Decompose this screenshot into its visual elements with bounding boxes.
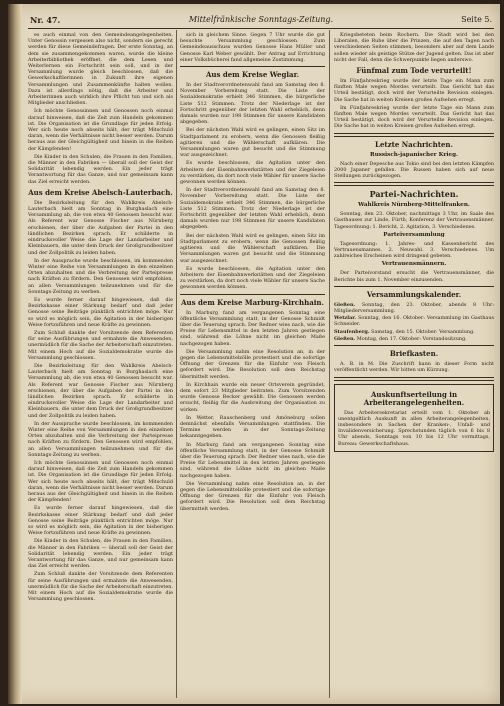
column-3 (334, 32, 494, 696)
article-paragraph: Bei der nächsten Wahl wird es gelingen, einen Sitz im Stadtparlament zu erobern, wenn die Genossen fleißig agitieren und die Wählerschaft aufklären. Die Versammlungen waren gut besucht und die Stimmung war ausgezeichnet. (180, 232, 325, 264)
issue-number: Nr. 47. (30, 15, 61, 25)
article-paragraph: In der Aussprache wurde beschlossen, im kommenden Winter eine Reihe von Versammlungen in den einzelnen Orten abzuhalten und die Verbreitung der Parteipresse nach Kräften zu fördern. Den Genossen wird empfohlen, an allen Versammlungen teilzunehmen und für die Sonntags-Zeitung zu werben. (28, 257, 173, 295)
article-paragraph: Sonntag, den 23. Oktober, nachmittags 3 Uhr, im Saale des Gasthauses zur Linde, Fürth, Konferenz der Vertrauensmänner. Tagesordnung: 1. Bericht, 2. Agitation, 3. Verschiedenes. (334, 211, 494, 230)
section-heading: Fünfmal zum Tode verurteilt! (356, 66, 472, 76)
article-paragraph: Ich möchte Genossinnen und Genossen noch einmal darauf hinweisen, daß die Zeit zum Handeln gekommen ist. Die Organisation ist die Grundlage für jeden Erfolg. Wer sich heute noch abseits hält, der trägt Mitschuld daran, wenn die Verhältnisse nicht besser werden. Darum heraus aus der Gleichgültigkeit und hinein in die Reihen der Kämpfenden! (28, 460, 173, 504)
subheading: Vertrauensmännern. (381, 261, 447, 268)
article-paragraph: Kriegsbeteten beim Rochern. Die Stadt wird bei den Liberalen, die Ruhe über die Prinzen, die auf den Tagen nach verschiedenen Seiten stimmen, besonders aber auf dem Lande sollen wieder als geistige Stütze der Jugend gelten. Das ist aber nicht der Fall, denn die Schwerpunkte liegen anderswo. (334, 32, 494, 63)
article-paragraph: Die Bezirksleitung für den Wahlkreis Abelsch-Lauterbach hielt am Sonntag in Burghaslach eine Versammlung ab, die von etwa 40 Genossen besucht war. Als Referent war Genosse Fischer aus Nürnberg erschienen, der über die Aufgaben der Partei in den ländlichen Bezirken sprach. Er schilderte in eindrucksvoller Weise die Lage der Landarbeiter und Kleinbauern, die unter dem Druck der Großgrundbesitzer und der Zollpolitik zu leiden haben. (28, 362, 173, 419)
calendar-text: Sonntag, den 23. Oktober, abends 8 Uhr: Mitgliederversammlung. (334, 301, 494, 315)
section-heading: Letzte Nachrichten. (375, 139, 453, 149)
notice-text: Das Arbeitersekretariat erteilt vom 1. Oktober ab unentgeltlich Auskunft in allen Arbeiterangelegenheiten, insbesondere in Sachen der Kranken-, Unfall- und Invalidenversicherung. Sprechstunden täglich von 6 bis 8 Uhr abends, Sonntags von 10 bis 12 Uhr vormittags, Bureau: Gewerkschaftshaus. (338, 409, 490, 447)
section-heading: Aus dem Kreise Weglar. (205, 70, 300, 80)
column-2 (180, 32, 325, 696)
newspaper-page (8, 4, 500, 704)
calendar-entry (334, 315, 494, 327)
divider (334, 345, 494, 346)
divider (180, 294, 325, 295)
calendar-place: Gießen. (334, 301, 356, 308)
divider (334, 182, 494, 186)
article-paragraph: In Kirchhain wurde ein neuer Ortsverein gegründet, dem sofort 23 Mitglieder beitraten. Zum Vorsitzenden wurde Genosse Becker gewählt. Die Genossen werden ersucht, fleißig für die Ausbreitung der Organisation zu wirken. (180, 381, 325, 413)
notice-box (334, 384, 494, 452)
article-paragraph: In Marburg fand am vergangenen Sonntag eine öffentliche Versammlung statt, in der Genosse Schmidt über die Teuerung sprach. Der Redner wies nach, wie die Preise für Lebensmittel in den letzten Jahren gestiegen sind, während die Löhne nicht im gleichen Maße nachgezogen haben. (180, 441, 325, 479)
article-paragraph: In der Stadtverordnetenwahl fand am Samstag den 8. November Vorbereitung statt. Die Liste der Sozialdemokratie erhielt 346 Stimmen, die bürgerliche Liste 512 Stimmen. Trotz der Niederlage ist der Fortschritt gegenüber der letzten Wahl erheblich, denn damals wurden nur 198 Stimmen für unsere Kandidaten abgegeben. (180, 82, 325, 126)
calendar-entry (334, 302, 494, 314)
article-paragraph: Die Bezirksleitung für den Wahlkreis Abelsch-Lauterbach hielt am Sonntag in Burghaslach eine Versammlung ab, die von etwa 40 Genossen besucht war. Als Referent war Genosse Fischer aus Nürnberg erschienen, der über die Aufgaben der Partei in den ländlichen Bezirken sprach. Er schilderte in eindrucksvoller Weise die Lage der Landarbeiter und Kleinbauern, die unter dem Druck der Großgrundbesitzer und der Zollpolitik zu leiden haben. (28, 199, 173, 256)
section-heading: Partei-Nachrichten. (369, 189, 459, 200)
article-paragraph: Im Fünfjahreskrieg wurde der letzte Tage ein Mann zum fünften Male wegen Mordes verurteilt. Das Gericht hat das Urteil bestätigt, doch wird der Verurteilte Revision einlegen. Die Sache hat in weiten Kreisen großes Aufsehen erregt. (334, 78, 494, 103)
article-paragraph: Die Versammlung nahm eine Resolution an, in der gegen die Lebensmittelzölle protestiert und die sofortige Öffnung der Grenzen für die Einfuhr von Fleisch gefordert wird. Die Resolution soll dem Reichstag übermittelt werden. (180, 348, 325, 380)
column-1 (28, 32, 173, 696)
column-rule (176, 30, 177, 698)
article-paragraph: sich in gleichem Sinne. Gegen 7 Uhr wurde die gut besuchte Versammlung geschlossen. Zum Gemeindeausschuss wurden Genosse Hans Müller und Genosse Karl Weber gewählt. Der Antrag auf Errichtung einer Volksbücherei fand allgemeine Zustimmung. (180, 32, 325, 63)
calendar-text: Sonntag, den 16. Oktober: Versammlung im Gasthaus Schneider. (334, 315, 494, 328)
page-number: Seite 5. (461, 15, 492, 24)
subheading: Parteiversammlung (383, 231, 445, 238)
divider (180, 66, 325, 67)
article-paragraph: Die Versammlung nahm eine Resolution an, in der gegen die Lebensmittelzölle protestiert und die sofortige Öffnung der Grenzen für die Einfuhr von Fleisch gefordert wird. Die Resolution soll dem Reichstag übermittelt werden. (180, 480, 325, 512)
section-heading: Versammlungskalender. (366, 289, 462, 299)
calendar-place: Wetzlar. (334, 315, 357, 322)
calendar-text: Samstag, den 15. Oktober: Versammlung. (371, 328, 475, 335)
article-paragraph: In Wetter, Rauschenberg und Amöneburg sollen demnächst ebenfalls Versammlungen stattfinden. Die Termine werden in der Sonntags-Zeitung bekanntgegeben. (180, 414, 325, 440)
section-heading: Briefkasten. (389, 349, 439, 359)
article-paragraph: In der Aussprache wurde beschlossen, im kommenden Winter eine Reihe von Versammlungen in den einzelnen Orten abzuhalten und die Verbreitung der Parteipresse nach Kräften zu fördern. Den Genossen wird empfohlen, an allen Versammlungen teilzunehmen und für die Sonntags-Zeitung zu werben. (28, 420, 173, 458)
section-heading: Aus dem Kreise Abelsch-Lauterbach. (28, 187, 173, 197)
article-paragraph: Nach einer Depesche aus Tokio sind bei den letzten Kämpfen 2000 Japaner gefallen. Die Russen haben sich auf neue Stellungen zurückgezogen. (334, 160, 494, 180)
article-paragraph: Zum Schluß dankte der Vorsitzende dem Referenten für seine Ausführungen und ermahnte die Anwesenden, unermüdlich für die Sache der Arbeiterschaft einzutreten. Mit einem Hoch auf die Sozialdemokratie wurde die Versammlung geschlossen. (28, 329, 173, 361)
section-heading: Aus dem Kreise Marburg-Kirchhain. (181, 297, 324, 307)
article-paragraph: Es wurde ferner darauf hingewiesen, daß die Bezirkskasse einer Stärkung bedarf und daß jeder Genosse seine Beiträge pünktlich entrichten möge. Nur so wird es möglich sein, die Agitation in der bisherigen Weise fortzuführen und neue Kräfte zu gewinnen. (28, 505, 173, 537)
divider (334, 133, 494, 137)
calendar-place: Staufenberg. (334, 328, 370, 335)
calendar-entry (334, 336, 494, 342)
calendar-entry (334, 329, 494, 335)
calendar-text: Montag, den 17. Oktober: Vorstandssitzung. (356, 335, 467, 342)
divider (334, 377, 494, 381)
article-paragraph: Zum Schluß dankte der Vorsitzende dem Referenten für seine Ausführungen und ermahnte die Anwesenden, unermüdlich für die Sache der Arbeiterschaft einzutreten. Mit einem Hoch auf die Sozialdemokratie wurde die Versammlung geschlossen. (28, 571, 173, 603)
calendar-place: Gießen. (334, 335, 356, 342)
page-header (28, 10, 494, 29)
article-paragraph: A. B. in M. Die Zuschrift kann in dieser Form nicht veröffentlicht werden. Wir bitten um Kürzung. (334, 361, 494, 374)
article-paragraph: Bei der nächsten Wahl wird es gelingen, einen Sitz im Stadtparlament zu erobern, wenn die Genossen fleißig agitieren und die Wählerschaft aufklären. Die Versammlungen waren gut besucht und die Stimmung war ausgezeichnet. (180, 127, 325, 159)
subheading: Wahlkreis Nürnberg-Mittelfranken. (358, 202, 470, 209)
article-paragraph: In der Stadtverordnetenwahl fand am Samstag den 8. November Vorbereitung statt. Die Liste der Sozialdemokratie erhielt 346 Stimmen, die bürgerliche Liste 512 Stimmen. Trotz der Niederlage ist der Fortschritt gegenüber der letzten Wahl erheblich, denn damals wurden nur 198 Stimmen für unsere Kandidaten abgegeben. (180, 187, 325, 231)
newspaper-title: Mittelfränkische Sonntags-Zeitung. (188, 15, 334, 24)
column-rule (329, 30, 330, 698)
article-paragraph: Es wurde beschlossen, die Agitation unter den Arbeitern der Eisenbahnwerkstätten und der Ziegeleien zu verstärken, da dort noch viele Wähler für unsere Sache gewonnen werden können. (180, 265, 325, 291)
article-paragraph: In Marburg fand am vergangenen Sonntag eine öffentliche Versammlung statt, in der Genosse Schmidt über die Teuerung sprach. Der Redner wies nach, wie die Preise für Lebensmittel in den letzten Jahren gestiegen sind, während die Löhne nicht im gleichen Maße nachgezogen haben. (180, 309, 325, 347)
article-paragraph: Es wurde ferner darauf hingewiesen, daß die Bezirkskasse einer Stärkung bedarf und daß jeder Genosse seine Beiträge pünktlich entrichten möge. Nur so wird es möglich sein, die Agitation in der bisherigen Weise fortzuführen und neue Kräfte zu gewinnen. (28, 296, 173, 328)
article-paragraph: Der Parteivorstand ersucht die Vertrauensmänner, die Berichte bis zum 1. November einzusenden. (334, 270, 494, 283)
divider (334, 286, 494, 287)
page-spine (8, 4, 22, 704)
article-paragraph: Tagesordnung: 1. Jahres- und Kassenbericht des Vertrauensmannes. 2. Neuwahl. 3. Verschiedenes. Um zahlreiches Erscheinen wird dringend gebeten. (334, 240, 494, 260)
article-paragraph: es auch einmal von den Gemeindeangelegenheiten. Unter Genossin vergessen also nicht, sondern sie gerecht werden für diese Gemeindefragen. Der erste Sonntag, an dem sie zusammengekommen waren, wurde die kleine Arbeiterbibliothek eröffnet, die dem Lesen und Weiterlernen ein Fortschritt sein soll, und in der Versammlung wurde gleich beschlossen, daß die Gewerkschaftlerinnen in Zukunft ihre eigenen Versammlungen und Zusammenkünfte halten wollen. Dazu ist allerdings nötig, daß die Arbeiter und Arbeiterinnen auch wirklich ihre Pflicht tun und sich als Mitglieder anschließen. (28, 32, 173, 107)
article-paragraph: Es wurde beschlossen, die Agitation unter den Arbeitern der Eisenbahnwerkstätten und der Ziegeleien zu verstärken, da dort noch viele Wähler für unsere Sache gewonnen werden können. (180, 160, 325, 186)
article-paragraph: Die Kinder in den Schulen, die Frauen in den Familien, die Männer in den Fabriken — überall soll der Geist der Solidarität lebendig werden. Ein jeder trägt Verantwortung für das Ganze, und nur gemeinsam kann das Ziel erreicht werden. (28, 538, 173, 570)
article-paragraph: Im Fünfjahreskrieg wurde der letzte Tage ein Mann zum fünften Male wegen Mordes verurteilt. Das Gericht hat das Urteil bestätigt, doch wird der Verurteilte Revision einlegen. Die Sache hat in weiten Kreisen großes Aufsehen erregt. (334, 104, 494, 130)
subheading: Russisch-japanischer Krieg. (370, 151, 458, 158)
article-paragraph: Ich möchte Genossinnen und Genossen noch einmal darauf hinweisen, daß die Zeit zum Handeln gekommen ist. Die Organisation ist die Grundlage für jeden Erfolg. Wer sich heute noch abseits hält, der trägt Mitschuld daran, wenn die Verhältnisse nicht besser werden. Darum heraus aus der Gleichgültigkeit und hinein in die Reihen der Kämpfenden! (28, 108, 173, 152)
article-paragraph: Die Kinder in den Schulen, die Frauen in den Familien, die Männer in den Fabriken — überall soll der Geist der Solidarität lebendig werden. Ein jeder trägt Verantwortung für das Ganze, und nur gemeinsam kann das Ziel erreicht werden. (28, 153, 173, 185)
notice-heading: Auskunftserteilung in Arbeiterangelegenheiten. (363, 389, 465, 407)
